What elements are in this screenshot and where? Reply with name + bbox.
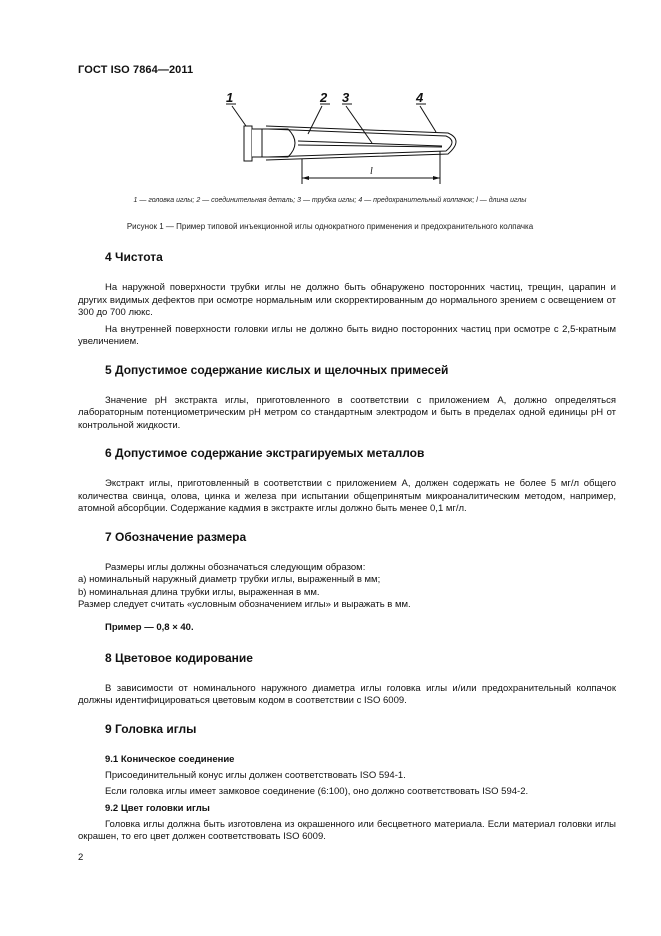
- section-7-list-item-b: b) номинальная длина трубки иглы, выраженная в мм.: [78, 586, 320, 598]
- section-4-title: 4 Чистота: [105, 250, 163, 264]
- section-8-paragraph-1: В зависимости от номинального наружного диаметра иглы головка иглы и/или предохранительный колпачок должны идентифицироваться цветовым кодом в соответствии с ISO 6009.: [78, 682, 616, 706]
- section-8: [78, 651, 616, 708]
- page-number: 2: [78, 852, 84, 863]
- figure-label-3: 3: [342, 90, 350, 105]
- section-6-title: 6 Допустимое содержание экстрагируемых металлов: [105, 446, 425, 460]
- section-9-2-title: 9.2 Цвет головки иглы: [105, 802, 210, 814]
- section-7-paragraph-1: Размеры иглы должны обозначаться следующим образом:: [105, 561, 366, 573]
- document-body: [78, 250, 616, 858]
- figure-title: Рисунок 1 — Пример типовой инъекционной иглы однократного применения и предохранительного колпачка: [126, 222, 534, 231]
- section-8-title: 8 Цветовое кодирование: [105, 650, 253, 665]
- section-9-2-paragraph-1: Головка иглы должна быть изготовлена из окрашенного или бесцветного материала. Если материал головки иглы окрашен, то его цвет должен соответствовать ISO 6009.: [78, 818, 616, 842]
- section-4-paragraph-1: На наружной поверхности трубки иглы не должно быть обнаружено посторонних частиц, трещин, царапин и других видимых дефектов при осмотре нормальным или скорректированным до нормального зрением с освещением от 300 до 700 люкс.: [78, 282, 616, 318]
- section-9-1-paragraph-1: Присоединительный конус иглы должен соответствовать ISO 594-1.: [105, 769, 406, 781]
- section-7: [78, 530, 616, 633]
- figure-label-2: 2: [320, 90, 328, 105]
- section-7-list-item-a: а) номинальный наружный диаметр трубки иглы, выраженный в мм;: [78, 574, 381, 585]
- section-4: [78, 250, 616, 349]
- section-9: [78, 722, 616, 844]
- section-7-paragraph-2: Размер следует считать «условным обозначением иглы» и выражать в мм.: [78, 599, 411, 610]
- figure-label-1: 1: [226, 90, 234, 105]
- section-6: [78, 446, 616, 516]
- document-header: ГОСТ ISO 7864—2011: [78, 64, 194, 76]
- figure-key: 1 — головка иглы; 2 — соединительная деталь; 3 — трубка иглы; 4 — предохранительный колпачок; l — длина иглы: [133, 197, 527, 204]
- section-4-paragraph-2: На внутренней поверхности головки иглы не должно быть видно посторонних частиц при осмотре с 2,5-кратным увеличением.: [78, 323, 616, 347]
- figure-label-4: 4: [416, 90, 424, 105]
- section-5: [78, 363, 616, 433]
- section-9-1-title: 9.1 Коническое соединение: [105, 753, 235, 765]
- figure-dimension-label: l: [370, 166, 373, 177]
- section-7-example: Пример — 0,8 × 40.: [105, 621, 194, 633]
- section-7-title: 7 Обозначение размера: [105, 529, 247, 544]
- section-5-title: 5 Допустимое содержание кислых и щелочных примесей: [105, 362, 449, 377]
- section-9-title: 9 Головка иглы: [105, 721, 197, 736]
- needle-connector: [252, 129, 295, 157]
- section-5-paragraph-1: Значение рН экстракта иглы, приготовленного в соответствии с приложением А, должно определяться лабораторным потенциометрическим рН метром со стандартным электродом и быть в пределах одной единицы рН от контрольной жидкости.: [78, 394, 616, 431]
- needle-figure: [210, 88, 490, 188]
- section-9-1-paragraph-2: Если головка иглы имеет замковое соединение (6:100), оно должно соответствовать ISO 594-2.: [105, 786, 529, 797]
- needle-hub-head: [244, 126, 252, 161]
- section-6-paragraph-1: Экстракт иглы, приготовленный в соответствии с приложением А, должен содержать не более 5 мг/л общего количества свинца, олова, цинка и железа при испытании общепринятым микроаналитическим методом, например, атомной абсорбции. Содержание кадмия в экстракте иглы должно быть менее 0,1 мг/л.: [78, 478, 616, 514]
